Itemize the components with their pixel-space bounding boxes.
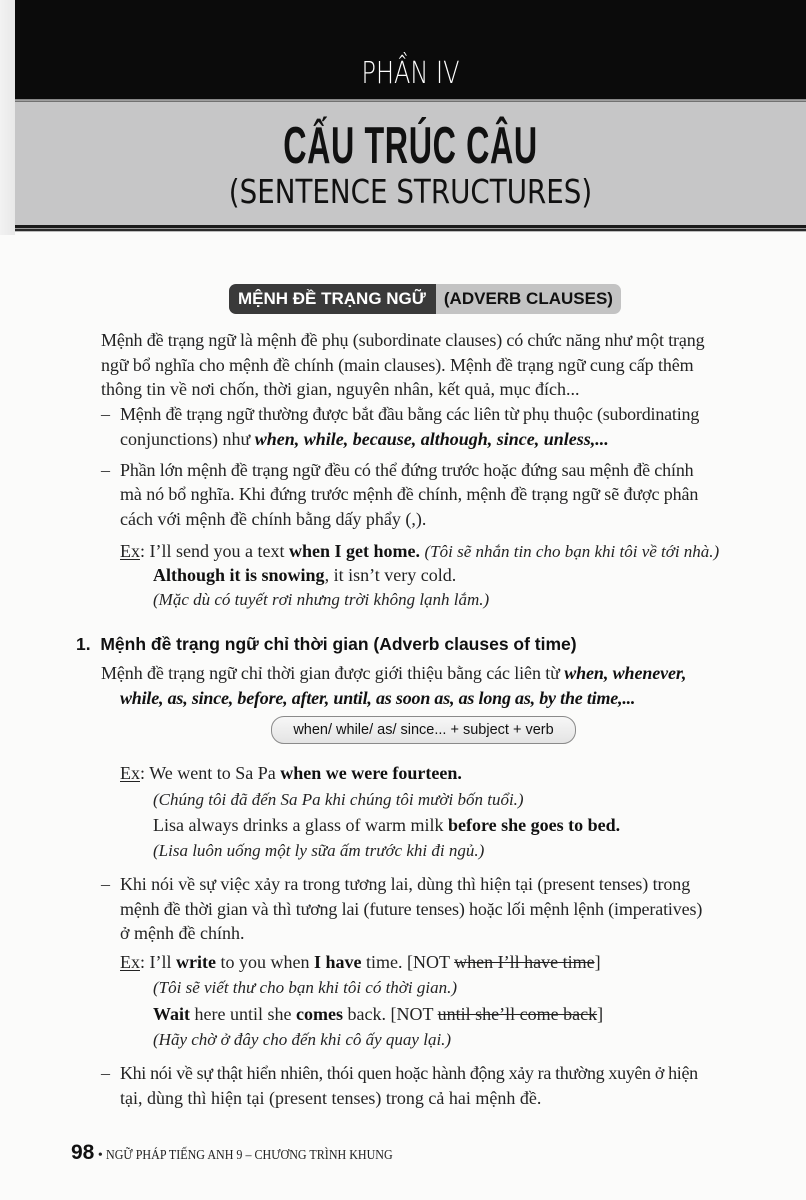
section-title-vi: MỆNH ĐỀ TRẠNG NGỮ (229, 284, 436, 314)
section-title-en: (ADVERB CLAUSES) (436, 284, 621, 314)
example-plain: here until she (190, 1004, 296, 1024)
bullet-3-line-2: mệnh đề thời gian và thì tương lai (future tenses) hoặc lối mệnh lệnh (imperatives) (120, 899, 703, 919)
chapter-title: CẤU TRÚC CÂU (283, 117, 538, 175)
incorrect-form: until she’ll come back (437, 1004, 598, 1024)
example-2-2 (153, 814, 620, 836)
ex-label: Ex (120, 952, 140, 972)
bullet-4-line-2: tại, dùng thì hiện tại (present tenses) trong cả hai mệnh đề. (120, 1088, 542, 1108)
conjunction-examples: when, while, because, although, since, unless,... (254, 429, 609, 449)
example-bold: before she goes to bed. (447, 815, 621, 835)
bullet-dash: – (101, 460, 110, 480)
example-1-2 (153, 564, 456, 586)
bullet-2-line-2: mà nó bổ nghĩa. Khi đứng trước mệnh đề chính, mệnh đề trạng ngữ sẽ được phân (120, 484, 699, 504)
bullet-1-line-1: Mệnh đề trạng ngữ thường được bắt đầu bằng các liên từ phụ thuộc (subordinating (120, 404, 700, 424)
example-plain: ] (597, 1004, 604, 1024)
example-1-2-translation: (Mặc dù có tuyết rơi nhưng trời không lạnh lắm.) (153, 590, 490, 609)
formula-box: when/ while/ as/ since... + subject + verb (271, 716, 576, 744)
example-plain: Lisa always drinks a glass of warm milk (153, 815, 448, 835)
header-rule-bottom (15, 225, 806, 232)
bullet-dash: – (101, 874, 110, 894)
bullet-4-line-1: Khi nói về sự thật hiển nhiên, thói quen hoặc hành động xảy ra thường xuyên ở hiện (120, 1063, 698, 1083)
example-2-1-translation: (Chúng tôi đã đến Sa Pa khi chúng tôi mười bốn tuổi.) (153, 790, 524, 809)
bullet-dash: – (101, 1063, 110, 1083)
example-plain: I’ll send you a text (145, 541, 289, 561)
example-plain: back. [NOT (342, 1004, 438, 1024)
example-bold: comes (296, 1004, 343, 1024)
subsection-desc-line-2: while, as, since, before, after, until, as soon as, as long as, by the time,... (120, 688, 636, 708)
example-3-1-translation: (Tôi sẽ viết thư cho bạn khi tôi có thời gian.) (153, 978, 457, 997)
example-3-1 (120, 951, 601, 973)
bullet-2-line-3: cách với mệnh đề chính bằng dấy phẩy (,). (120, 509, 427, 529)
intro-line-1: Mệnh đề trạng ngữ là mệnh đề phụ (subordinate clauses) có chức năng như một trạng (101, 330, 705, 350)
chapter-subtitle: (SENTENCE STRUCTURES) (228, 172, 593, 211)
ex-label: Ex (120, 763, 140, 783)
example-plain: I’ll (145, 952, 177, 972)
page-footer (71, 1139, 440, 1170)
example-plain: , it isn’t very cold. (324, 565, 457, 585)
example-2-1 (120, 762, 462, 784)
subsection-number: 1. (76, 634, 91, 654)
ex-colon: : (140, 541, 146, 561)
bullet-1-prefix: conjunctions) như (120, 429, 255, 449)
ex-colon: : (140, 952, 146, 972)
subsection-desc-line-1 (101, 662, 686, 684)
bullet-3-line-3: ở mệnh đề chính. (120, 923, 245, 943)
ex-colon: : (140, 763, 146, 783)
bullet-dash: – (101, 404, 110, 424)
subsection-title: Mệnh đề trạng ngữ chỉ thời gian (Adverb clauses of time) (100, 634, 577, 654)
incorrect-form: when I’ll have time (454, 952, 595, 972)
intro-line-2: ngữ bổ nghĩa cho mệnh đề chính (main clauses). Mệnh đề trạng ngữ cung cấp thêm (101, 355, 694, 375)
desc-prefix: Mệnh đề trạng ngữ chỉ thời gian được giới thiệu bằng các liên từ (101, 663, 565, 683)
example-bold: when I get home. (288, 541, 420, 561)
page-edge-shadow (0, 0, 15, 235)
example-1-1 (120, 540, 719, 563)
example-3-2 (153, 1003, 603, 1025)
subsection-heading (76, 633, 577, 655)
bullet-3-line-1: Khi nói về sự việc xảy ra trong tương lai, dùng thì hiện tại (present tenses) trong (120, 874, 691, 894)
example-plain: time. [NOT (361, 952, 455, 972)
example-plain: ] (594, 952, 601, 972)
example-bold: Although it is snowing (153, 565, 325, 585)
example-bold: I have (314, 952, 362, 972)
example-3-2-translation: (Hãy chờ ở đây cho đến khi cô ấy quay lại.) (153, 1030, 452, 1049)
section-heading (229, 284, 621, 314)
example-2-2-translation: (Lisa luôn uống một ly sữa ấm trước khi đi ngủ.) (153, 841, 485, 860)
example-bold: Wait (153, 1004, 191, 1024)
ex-label: Ex (120, 541, 140, 561)
bullet-1-line-2 (120, 428, 609, 450)
example-bold: when we were fourteen. (280, 763, 462, 783)
footer-separator: • (94, 1148, 107, 1163)
bullet-2-line-1: Phần lớn mệnh đề trạng ngữ đều có thể đứng trước hoặc đứng sau mệnh đề chính (120, 460, 694, 480)
example-translation: (Tôi sẽ nhắn tin cho bạn khi tôi về tới nhà.) (424, 542, 720, 561)
example-bold: write (176, 952, 216, 972)
book-title: NGỮ PHÁP TIẾNG ANH 9 – CHƯƠNG TRÌNH KHUNG (106, 1148, 393, 1163)
example-plain: We went to Sa Pa (145, 763, 281, 783)
desc-conjunctions-1: when, whenever, (564, 663, 687, 683)
example-plain: to you when (216, 952, 314, 972)
part-label: PHẦN IV (361, 56, 460, 91)
intro-line-3: thông tin về nơi chốn, thời gian, nguyên nhân, kết quả, mục đích... (101, 379, 580, 399)
page-number: 98 (71, 1141, 95, 1164)
